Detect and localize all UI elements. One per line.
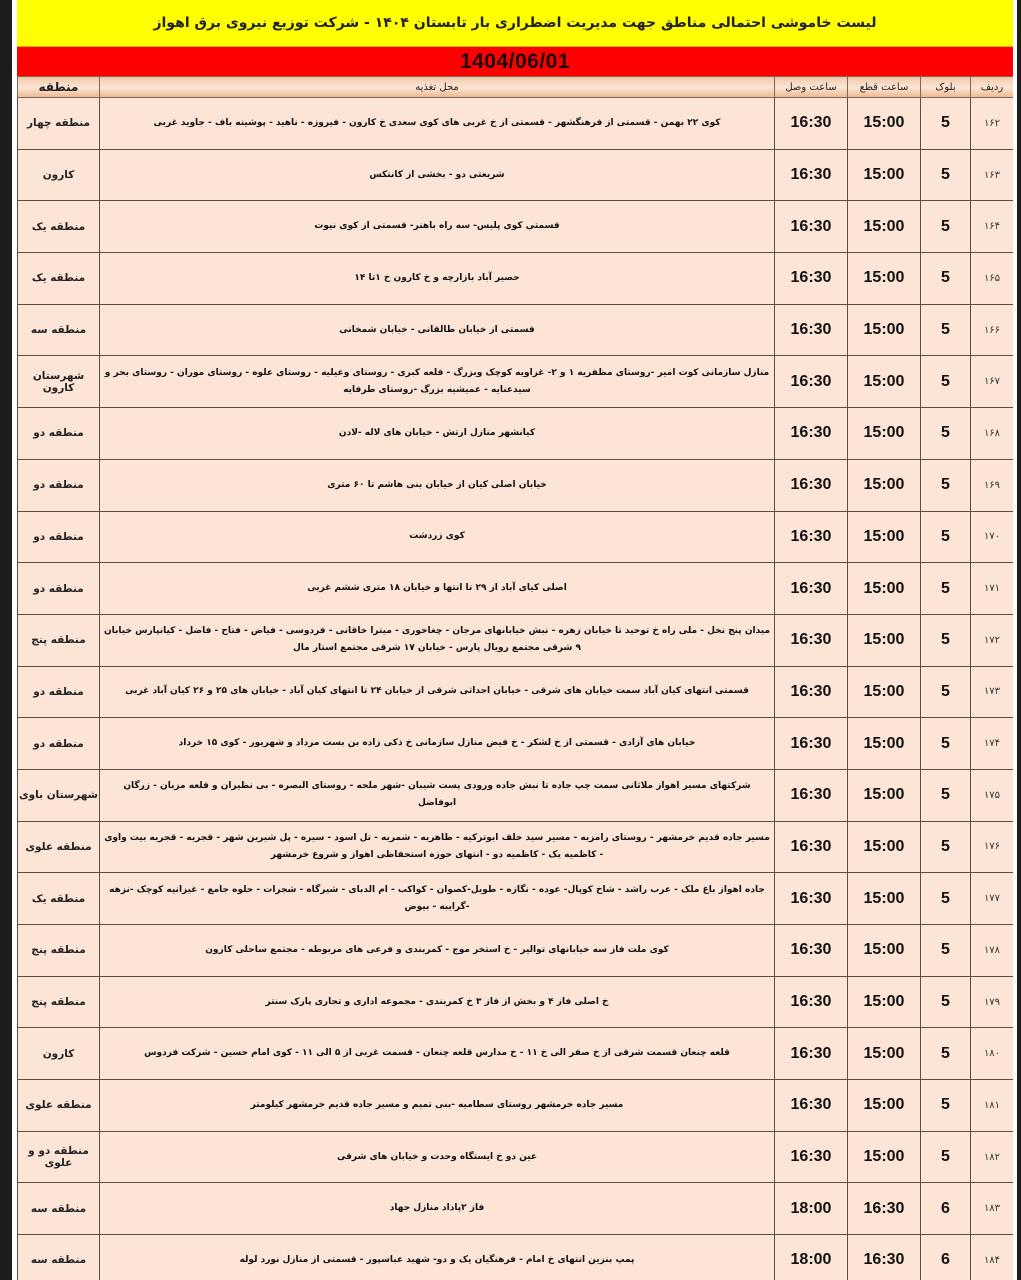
cut-time: 15:00 (848, 1080, 921, 1132)
connect-time: 16:30 (775, 1080, 848, 1132)
connect-time: 16:30 (775, 201, 848, 253)
block-number: 5 (921, 769, 971, 821)
block-number: 5 (921, 925, 971, 977)
block-number: 5 (921, 821, 971, 873)
cut-time: 16:30 (848, 1183, 921, 1235)
connect-time: 16:30 (775, 614, 848, 666)
cut-time: 15:00 (848, 821, 921, 873)
feed-location: کیانشهر منازل ارتش - خیابان های لاله -لادن (100, 408, 775, 460)
table-row (18, 459, 1014, 511)
feed-location: اصلی کیای آباد از ۲۹ تا انتها و خیابان ۱۸ متری ششم غربی (100, 563, 775, 615)
connect-time: 16:30 (775, 873, 848, 925)
block-number: 5 (921, 1028, 971, 1080)
connect-time: 16:30 (775, 718, 848, 770)
connect-time: 16:30 (775, 304, 848, 356)
feed-location: شرکتهای مسیر اهواز ملاثانی سمت چپ جاده تا نبش جاده ورودی پست شیبان -شهر ملحه - روستای البصره - بی نظیران و قلعه مزبان - زرگان ابوفاضل (100, 769, 775, 821)
cut-time: 15:00 (848, 1131, 921, 1183)
header-row-number: ردیف (971, 77, 1014, 98)
row-number: ۱۷۴ (971, 718, 1014, 770)
region-name: منطقه پنج (18, 976, 100, 1028)
date-banner (17, 47, 1013, 76)
feed-location: پمپ بنزین انتهای خ امام - فرهنگیان یک و دو- شهید عباسپور - قسمتی از منازل نورد لوله (100, 1235, 775, 1280)
cut-time: 15:00 (848, 408, 921, 460)
region-name: منطقه دو (18, 511, 100, 563)
table-row (18, 873, 1014, 925)
cut-time: 15:00 (848, 356, 921, 408)
feed-location: قلعه چنعان قسمت شرقی از خ صفر الی خ ۱۱ - خ مدارس قلعه چنعان - قسمت غربی از ۵ الی ۱۱ - کوی امام حسین - شرکت فردوس (100, 1028, 775, 1080)
block-number: 5 (921, 873, 971, 925)
row-number: ۱۷۷ (971, 873, 1014, 925)
region-name: منطقه یک (18, 201, 100, 253)
table-row (18, 614, 1014, 666)
cut-time: 15:00 (848, 666, 921, 718)
block-number: 5 (921, 356, 971, 408)
row-number: ۱۶۸ (971, 408, 1014, 460)
header-location: محل تغذیه (100, 77, 775, 98)
cut-time: 15:00 (848, 718, 921, 770)
row-number: ۱۷۵ (971, 769, 1014, 821)
row-number: ۱۸۴ (971, 1235, 1014, 1280)
document-title: لیست خاموشی احتمالی مناطق جهت مدیریت اضطراری بار تابستان ۱۴۰۴ - شرکت توزیع نیروی برق اهواز (153, 15, 877, 31)
connect-time: 16:30 (775, 769, 848, 821)
cut-time: 15:00 (848, 563, 921, 615)
region-name: منطقه چهار (18, 98, 100, 150)
region-name: منطقه سه (18, 304, 100, 356)
region-name: کارون (18, 149, 100, 201)
block-number: 5 (921, 718, 971, 770)
connect-time: 18:00 (775, 1183, 848, 1235)
region-name: شهرستان باوی (18, 769, 100, 821)
connect-time: 16:30 (775, 821, 848, 873)
feed-location: مسیر جاده قدیم خرمشهر - روستای رامزیه - مسیر سید خلف ابوترکیه - طاهریه - شمریه - تل اسود - سیره - پل شیرین شهر - قجریه - قجریه بیت واوی - کاظمیه یک - کاظمیه دو - انتهای حوزه استحفاظی اهواز و شروع خرمشهر (100, 821, 775, 873)
row-number: ۱۷۳ (971, 666, 1014, 718)
block-number: 5 (921, 666, 971, 718)
region-name: منطقه دو (18, 563, 100, 615)
block-number: 5 (921, 98, 971, 150)
connect-time: 16:30 (775, 666, 848, 718)
row-number: ۱۶۲ (971, 98, 1014, 150)
region-name: منطقه دو و علوی (18, 1131, 100, 1183)
table-body (18, 98, 1014, 1280)
outage-table (17, 76, 1013, 1280)
table-row (18, 1183, 1014, 1235)
title-banner (17, 0, 1013, 47)
row-number: ۱۷۱ (971, 563, 1014, 615)
region-name: منطقه علوی (18, 821, 100, 873)
block-number: 5 (921, 253, 971, 305)
document-page (12, 0, 1017, 1280)
connect-time: 16:30 (775, 459, 848, 511)
region-name: منطقه سه (18, 1235, 100, 1280)
connect-time: 16:30 (775, 563, 848, 615)
outage-sheet (17, 0, 1013, 1280)
cut-time: 15:00 (848, 769, 921, 821)
row-number: ۱۷۲ (971, 614, 1014, 666)
connect-time: 16:30 (775, 253, 848, 305)
cut-time: 15:00 (848, 925, 921, 977)
cut-time: 15:00 (848, 873, 921, 925)
feed-location: عین دو خ ایستگاه وحدت و خیابان های شرقی (100, 1131, 775, 1183)
region-name: شهرستان کارون (18, 356, 100, 408)
table-row (18, 201, 1014, 253)
block-number: 5 (921, 459, 971, 511)
cut-time: 15:00 (848, 511, 921, 563)
row-number: ۱۷۰ (971, 511, 1014, 563)
feed-location: قسمتی انتهای کیان آباد سمت خیابان های شرقی - خیابان احداثی شرقی از خیابان ۲۴ تا انتهای کیان آباد - خیابان های ۲۵ و ۲۶ کیان آباد غربی (100, 666, 775, 718)
table-row (18, 563, 1014, 615)
table-row (18, 149, 1014, 201)
cut-time: 15:00 (848, 1028, 921, 1080)
row-number: ۱۸۳ (971, 1183, 1014, 1235)
region-name: منطقه علوی (18, 1080, 100, 1132)
cut-time: 15:00 (848, 304, 921, 356)
feed-location: قسمتی از خیابان طالقانی - خیابان شمخانی (100, 304, 775, 356)
feed-location: کوی ملت فاز سه خیابانهای توالیر - خ استخر موج - کمربندی و فرعی های مربوطه - مجتمع ساحلی کارون (100, 925, 775, 977)
block-number: 6 (921, 1235, 971, 1280)
feed-location: میدان پنج نخل - ملی راه خ توحید تا خیابان زهره - نبش خیابانهای مرجان - چغاخوری - میترا خاقانی - فردوسی - فیاض - فتاح - فاضل - کیانپارس خیابان ۹ شرقی مجتمع رویال پارس - خیابان ۱۷ شرقی مجتمع استار مال (100, 614, 775, 666)
region-name: منطقه یک (18, 253, 100, 305)
region-name: منطقه سه (18, 1183, 100, 1235)
table-row (18, 304, 1014, 356)
feed-location: قسمتی کوی پلیس- سه راه باهنر- قسمتی از کوی نیوت (100, 201, 775, 253)
table-row (18, 925, 1014, 977)
header-cut-time: ساعت قطع (848, 77, 921, 98)
cut-time: 15:00 (848, 459, 921, 511)
region-name: منطقه دو (18, 718, 100, 770)
connect-time: 16:30 (775, 356, 848, 408)
block-number: 5 (921, 1080, 971, 1132)
connect-time: 16:30 (775, 1131, 848, 1183)
table-row (18, 1235, 1014, 1280)
block-number: 5 (921, 149, 971, 201)
block-number: 5 (921, 511, 971, 563)
feed-location: حصیر آباد بازارچه و خ کارون خ ۱تا ۱۴ (100, 253, 775, 305)
region-name: منطقه پنج (18, 925, 100, 977)
region-name: منطقه پنج (18, 614, 100, 666)
region-name: منطقه دو (18, 459, 100, 511)
table-row (18, 356, 1014, 408)
block-number: 5 (921, 1131, 971, 1183)
connect-time: 16:30 (775, 976, 848, 1028)
block-number: 5 (921, 304, 971, 356)
table-row (18, 253, 1014, 305)
block-number: 5 (921, 614, 971, 666)
row-number: ۱۷۹ (971, 976, 1014, 1028)
feed-location: شریعتی دو - بخشی از کانتکس (100, 149, 775, 201)
feed-location: جاده اهواز باغ ملک - عرب راشد - شاخ کوپال- عوده - نگازه - طویل-کصوان - کواکب - ام الدبای - شیرگاه - شجرات - حلوه جامع - غیزانیه کوچک -نزهه -گرایبه - بیوض (100, 873, 775, 925)
cut-time: 15:00 (848, 201, 921, 253)
row-number: ۱۶۴ (971, 201, 1014, 253)
block-number: 5 (921, 563, 971, 615)
row-number: ۱۸۰ (971, 1028, 1014, 1080)
connect-time: 16:30 (775, 1028, 848, 1080)
table-row (18, 769, 1014, 821)
region-name: کارون (18, 1028, 100, 1080)
connect-time: 16:30 (775, 408, 848, 460)
header-connect-time: ساعت وصل (775, 77, 848, 98)
region-name: منطقه دو (18, 666, 100, 718)
header-block: بلوک (921, 77, 971, 98)
block-number: 5 (921, 408, 971, 460)
feed-location: کوی ۲۲ بهمن - قسمتی از فرهنگشهر - قسمتی از خ غربی های کوی سعدی خ کارون - فیروزه - ناهید - پوشینه باف - جاوید غربی (100, 98, 775, 150)
block-number: 5 (921, 976, 971, 1028)
block-number: 5 (921, 201, 971, 253)
cut-time: 15:00 (848, 253, 921, 305)
table-header-row (18, 77, 1014, 98)
row-number: ۱۷۶ (971, 821, 1014, 873)
row-number: ۱۸۱ (971, 1080, 1014, 1132)
row-number: ۱۸۲ (971, 1131, 1014, 1183)
feed-location: فاز ۲پاداد منازل جهاد (100, 1183, 775, 1235)
connect-time: 16:30 (775, 925, 848, 977)
cut-time: 15:00 (848, 149, 921, 201)
feed-location: کوی زردشت (100, 511, 775, 563)
row-number: ۱۶۶ (971, 304, 1014, 356)
cut-time: 15:00 (848, 98, 921, 150)
header-region: منطقه (18, 77, 100, 98)
region-name: منطقه یک (18, 873, 100, 925)
table-row (18, 511, 1014, 563)
table-row (18, 1080, 1014, 1132)
block-number: 6 (921, 1183, 971, 1235)
row-number: ۱۶۷ (971, 356, 1014, 408)
cut-time: 15:00 (848, 614, 921, 666)
table-row (18, 666, 1014, 718)
row-number: ۱۶۹ (971, 459, 1014, 511)
feed-location: خ اصلی فاز ۴ و بخش از فاز ۳ خ کمربندی - مجموعه اداری و تجاری پارک سنتر (100, 976, 775, 1028)
cut-time: 15:00 (848, 976, 921, 1028)
feed-location: خیابان های آزادی - قسمتی از خ لشکر - خ فیض منازل سازمانی خ ذکی زاده بن بست مرداد و شهریور - کوی ۱۵ خرداد (100, 718, 775, 770)
table-row (18, 1028, 1014, 1080)
table-row (18, 98, 1014, 150)
schedule-date: 1404/06/01 (459, 49, 571, 73)
feed-location: منازل سازمانی کوت امیر -روستای مظفریه ۱ و ۲- غزاویه کوچک وبزرگ - قلعه کبری - روستای وعیلیه - روستای علوه - روستای موران - روستای بحر و سیدعنایه - عمیشیه بزرگ -روستای طرفایه (100, 356, 775, 408)
table-row (18, 718, 1014, 770)
cut-time: 16:30 (848, 1235, 921, 1280)
table-row (18, 1131, 1014, 1183)
connect-time: 16:30 (775, 98, 848, 150)
table-row (18, 821, 1014, 873)
table-row (18, 976, 1014, 1028)
row-number: ۱۶۳ (971, 149, 1014, 201)
connect-time: 18:00 (775, 1235, 848, 1280)
connect-time: 16:30 (775, 149, 848, 201)
table-row (18, 408, 1014, 460)
row-number: ۱۷۸ (971, 925, 1014, 977)
feed-location: مسیر جاده خرمشهر روستای سطامیه -بنی تمیم و مسیر جاده قدیم خرمشهر کیلومتر (100, 1080, 775, 1132)
feed-location: خیابان اصلی کیان از خیابان بنی هاشم تا ۶۰ متری (100, 459, 775, 511)
region-name: منطقه دو (18, 408, 100, 460)
connect-time: 16:30 (775, 511, 848, 563)
row-number: ۱۶۵ (971, 253, 1014, 305)
